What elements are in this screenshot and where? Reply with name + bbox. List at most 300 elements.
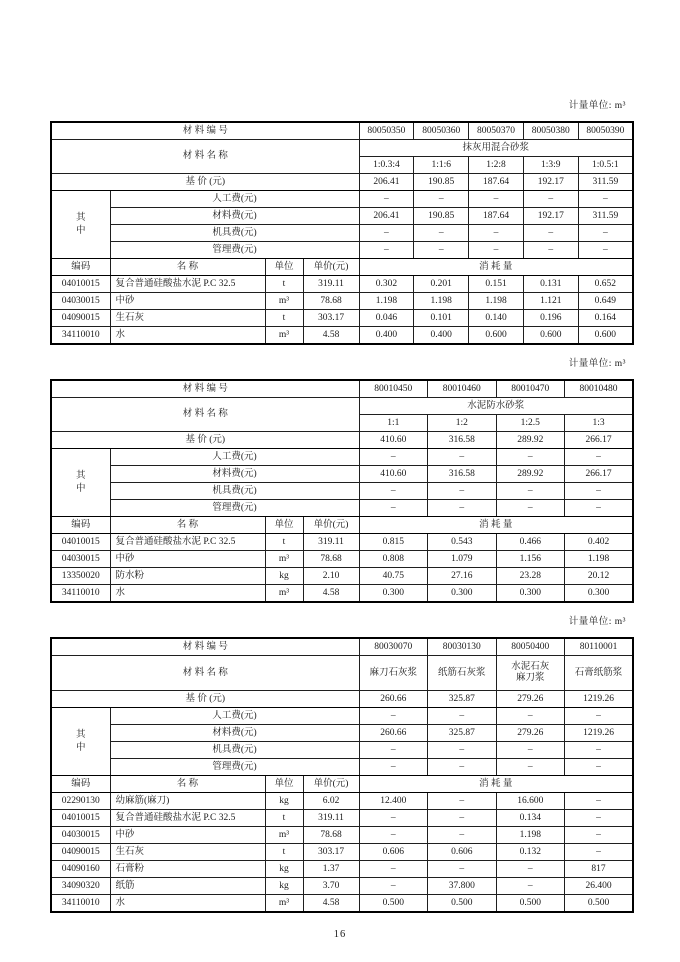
- fee-value: –: [359, 759, 428, 776]
- consumption-value: 0.046: [359, 310, 414, 327]
- material-row: [51, 810, 633, 827]
- fee-value: 187.64: [469, 208, 524, 225]
- material-name-cell: 防水粉: [110, 568, 265, 585]
- mix-ratio-value: 1:2.5: [496, 415, 565, 432]
- base-price-value: 289.92: [496, 432, 565, 449]
- material-code-value: 80030130: [428, 638, 497, 656]
- consumption-value: 16.600: [496, 793, 565, 810]
- material-code-row: [51, 380, 633, 398]
- material-row: [51, 844, 633, 861]
- material-name-cell: 中砂: [110, 551, 265, 568]
- material-name-cell: 中砂: [110, 827, 265, 844]
- fee-value: –: [359, 483, 428, 500]
- material-code-value: 80030070: [359, 638, 428, 656]
- material-price-cell: 303.17: [303, 844, 359, 861]
- material-name-cell: 复合普通硅酸盐水泥 P.C 32.5: [110, 810, 265, 827]
- base-price-value: 1219.26: [565, 691, 634, 708]
- code-header: 编码: [51, 259, 110, 276]
- material-code-value: 80110001: [565, 638, 634, 656]
- quota-table-block: [50, 358, 632, 603]
- material-code-cell: 04030015: [51, 551, 110, 568]
- fee-row: [51, 242, 633, 259]
- consumption-value: 12.400: [359, 793, 428, 810]
- material-column-name: [428, 656, 497, 691]
- material-unit-cell: t: [265, 276, 303, 293]
- fee-value: –: [523, 225, 578, 242]
- base-price-value: 190.85: [414, 174, 469, 191]
- consumption-value: 1.198: [469, 293, 524, 310]
- consumption-header: 消 耗 量: [359, 517, 633, 534]
- fee-value: 289.92: [496, 466, 565, 483]
- material-name-cell: 生石灰: [110, 844, 265, 861]
- table-body: [51, 380, 633, 602]
- material-price-cell: 78.68: [303, 293, 359, 310]
- consumption-value: 1.156: [496, 551, 565, 568]
- material-code-cell: 34110010: [51, 895, 110, 913]
- base-price-value: 410.60: [359, 432, 428, 449]
- consumption-value: 20.12: [565, 568, 634, 585]
- fee-value: –: [565, 759, 634, 776]
- consumption-value: 0.808: [359, 551, 428, 568]
- consumption-value: –: [359, 810, 428, 827]
- consumption-value: 0.101: [414, 310, 469, 327]
- material-code-cell: 04010015: [51, 534, 110, 551]
- consumption-value: –: [428, 793, 497, 810]
- material-price-cell: 2.10: [303, 568, 359, 585]
- consumption-value: –: [496, 878, 565, 895]
- among-header: [51, 191, 110, 259]
- fee-value: –: [414, 225, 469, 242]
- material-unit-cell: t: [265, 844, 303, 861]
- fee-value: 311.59: [578, 208, 633, 225]
- material-column-name: [565, 656, 634, 691]
- consumption-value: 0.600: [523, 327, 578, 345]
- fee-row: [51, 725, 633, 742]
- consumption-value: –: [359, 827, 428, 844]
- consumption-value: 0.201: [414, 276, 469, 293]
- among-header-char: 其: [75, 470, 86, 481]
- mix-ratio-value: 1:3: [565, 415, 634, 432]
- consumption-value: 1.198: [414, 293, 469, 310]
- material-name-cell: 中砂: [110, 293, 265, 310]
- consumption-value: 817: [565, 861, 634, 878]
- fee-label: 人工费(元): [110, 708, 359, 725]
- material-row: [51, 878, 633, 895]
- fee-label: 机具费(元): [110, 483, 359, 500]
- detail-header-row: [51, 259, 633, 276]
- material-code-cell: 04030015: [51, 293, 110, 310]
- material-unit-cell: kg: [265, 861, 303, 878]
- table-body: [51, 122, 633, 344]
- material-code-cell: 04010015: [51, 276, 110, 293]
- material-row: [51, 585, 633, 603]
- consumption-value: 0.300: [428, 585, 497, 603]
- materials-quota-table: [50, 379, 634, 603]
- consumption-value: 0.164: [578, 310, 633, 327]
- material-column-name: [496, 656, 565, 691]
- fee-label: 管理费(元): [110, 500, 359, 517]
- consumption-value: 0.132: [496, 844, 565, 861]
- fee-value: –: [496, 759, 565, 776]
- fee-value: 206.41: [359, 208, 414, 225]
- consumption-value: 0.500: [359, 895, 428, 913]
- material-column-name-line: 水泥石灰: [511, 662, 550, 672]
- material-price-cell: 4.58: [303, 895, 359, 913]
- material-code-cell: 34110010: [51, 585, 110, 603]
- fee-value: –: [496, 708, 565, 725]
- material-row: [51, 534, 633, 551]
- material-name-cell: 生石灰: [110, 310, 265, 327]
- fee-value: –: [496, 483, 565, 500]
- fee-value: –: [414, 242, 469, 259]
- unit-header: 单位: [265, 259, 303, 276]
- consumption-value: 0.300: [359, 585, 428, 603]
- base-price-row: [51, 174, 633, 191]
- fee-row: [51, 708, 633, 725]
- consumption-value: 1.079: [428, 551, 497, 568]
- fee-label: 材料费(元): [110, 725, 359, 742]
- material-name-cell: 复合普通硅酸盐水泥 P.C 32.5: [110, 276, 265, 293]
- detail-header-row: [51, 776, 633, 793]
- consumption-value: 0.140: [469, 310, 524, 327]
- material-name-header: 材 料 名 称: [51, 140, 359, 174]
- among-header-char: 中: [75, 742, 86, 753]
- consumption-value: 0.649: [578, 293, 633, 310]
- material-code-cell: 02290130: [51, 793, 110, 810]
- fee-label: 机具费(元): [110, 742, 359, 759]
- material-code-header: 材 料 编 号: [51, 380, 359, 398]
- mix-ratio-value: 1:1: [359, 415, 428, 432]
- fee-row: [51, 742, 633, 759]
- consumption-value: 0.652: [578, 276, 633, 293]
- fee-label: 材料费(元): [110, 466, 359, 483]
- material-code-value: 80050370: [469, 122, 524, 140]
- base-price-value: 187.64: [469, 174, 524, 191]
- consumption-value: 0.400: [359, 327, 414, 345]
- fee-value: –: [496, 449, 565, 466]
- base-price-value: 192.17: [523, 174, 578, 191]
- consumption-value: –: [565, 810, 634, 827]
- material-name-cell: 纸筋: [110, 878, 265, 895]
- material-name-cell: 复合普通硅酸盐水泥 P.C 32.5: [110, 534, 265, 551]
- material-code-cell: 04010015: [51, 810, 110, 827]
- base-price-value: 316.58: [428, 432, 497, 449]
- code-header: 编码: [51, 776, 110, 793]
- consumption-value: 0.500: [496, 895, 565, 913]
- detail-header-row: [51, 517, 633, 534]
- consumption-value: –: [496, 861, 565, 878]
- fee-value: –: [469, 242, 524, 259]
- material-group-name: 抹灰用混合砂浆: [359, 140, 633, 157]
- fee-row: [51, 225, 633, 242]
- fee-value: –: [565, 483, 634, 500]
- material-price-cell: 78.68: [303, 551, 359, 568]
- consumption-value: 0.302: [359, 276, 414, 293]
- consumption-value: 0.600: [469, 327, 524, 345]
- material-name-row: [51, 140, 633, 157]
- material-price-cell: 78.68: [303, 827, 359, 844]
- material-unit-cell: m³: [265, 895, 303, 913]
- fee-value: –: [496, 500, 565, 517]
- fee-value: 192.17: [523, 208, 578, 225]
- among-header-char: 其: [75, 729, 86, 740]
- fee-value: 325.87: [428, 725, 497, 742]
- fee-value: –: [414, 191, 469, 208]
- material-group-name: 水泥防水砂浆: [359, 398, 633, 415]
- fee-value: –: [428, 483, 497, 500]
- quota-tables-container: [0, 100, 680, 913]
- fee-row: [51, 500, 633, 517]
- base-price-value: 260.66: [359, 691, 428, 708]
- base-price-row: [51, 691, 633, 708]
- fee-value: –: [565, 500, 634, 517]
- quota-table-block: [50, 100, 632, 345]
- material-price-cell: 3.70: [303, 878, 359, 895]
- consumption-value: 0.606: [428, 844, 497, 861]
- material-unit-cell: m³: [265, 293, 303, 310]
- fee-label: 材料费(元): [110, 208, 359, 225]
- fee-value: 279.26: [496, 725, 565, 742]
- material-row: [51, 793, 633, 810]
- material-column-name-line: 石膏纸筋浆: [574, 667, 623, 678]
- base-price-row: [51, 432, 633, 449]
- among-header-char: 其: [75, 212, 86, 223]
- measure-unit-caption: 计量单位: m³: [568, 359, 626, 369]
- material-code-cell: 04090015: [51, 310, 110, 327]
- consumption-value: 0.500: [565, 895, 634, 913]
- material-code-value: 80050390: [578, 122, 633, 140]
- material-unit-cell: kg: [265, 878, 303, 895]
- fee-value: 316.58: [428, 466, 497, 483]
- unit-price-header: 单价(元): [303, 776, 359, 793]
- among-header: [51, 708, 110, 776]
- material-unit-cell: m³: [265, 551, 303, 568]
- fee-value: –: [469, 191, 524, 208]
- material-column-name-line: 纸筋石灰浆: [438, 667, 486, 678]
- mix-ratio-value: 1:0.3:4: [359, 157, 414, 174]
- material-name-cell: 水: [110, 895, 265, 913]
- fee-value: –: [428, 500, 497, 517]
- material-code-value: 80010460: [428, 380, 497, 398]
- material-unit-cell: kg: [265, 793, 303, 810]
- material-unit-cell: kg: [265, 568, 303, 585]
- consumption-value: 37.800: [428, 878, 497, 895]
- fee-value: –: [359, 242, 414, 259]
- measure-unit-caption: 计量单位: m³: [568, 101, 626, 111]
- material-code-value: 80010470: [496, 380, 565, 398]
- among-header: [51, 449, 110, 517]
- consumption-value: 1.198: [359, 293, 414, 310]
- fee-value: –: [359, 225, 414, 242]
- fee-value: –: [565, 742, 634, 759]
- material-row: [51, 551, 633, 568]
- quota-table-block: [50, 616, 632, 913]
- fee-value: –: [578, 242, 633, 259]
- fee-value: –: [469, 225, 524, 242]
- mix-ratio-value: 1:2:8: [469, 157, 524, 174]
- consumption-value: 0.402: [565, 534, 634, 551]
- fee-value: –: [523, 242, 578, 259]
- consumption-value: –: [428, 810, 497, 827]
- material-code-cell: 34110010: [51, 327, 110, 345]
- material-code-value: 80050360: [414, 122, 469, 140]
- consumption-value: 1.198: [496, 827, 565, 844]
- material-code-value: 80010480: [565, 380, 634, 398]
- mix-ratio-value: 1:0.5:1: [578, 157, 633, 174]
- table-body: [51, 638, 633, 912]
- fee-row: [51, 191, 633, 208]
- fee-value: 266.17: [565, 466, 634, 483]
- fee-value: 1219.26: [565, 725, 634, 742]
- consumption-value: 0.196: [523, 310, 578, 327]
- consumption-value: –: [359, 878, 428, 895]
- name-header: 名 称: [110, 259, 265, 276]
- fee-value: –: [565, 449, 634, 466]
- material-price-cell: 319.11: [303, 276, 359, 293]
- material-code-row: [51, 638, 633, 656]
- consumption-value: 0.131: [523, 276, 578, 293]
- material-column-name-line: 麻刀浆: [516, 673, 545, 683]
- base-price-value: 279.26: [496, 691, 565, 708]
- material-column-name: [359, 656, 428, 691]
- consumption-value: 0.500: [428, 895, 497, 913]
- fee-row: [51, 759, 633, 776]
- material-name-cell: 水: [110, 327, 265, 345]
- consumption-value: 1.198: [565, 551, 634, 568]
- fee-value: –: [578, 225, 633, 242]
- consumption-value: 0.151: [469, 276, 524, 293]
- material-name-header: 材 料 名 称: [51, 656, 359, 691]
- base-price-header: 基 价 (元): [51, 432, 359, 449]
- material-price-cell: 6.02: [303, 793, 359, 810]
- consumption-value: 0.400: [414, 327, 469, 345]
- fee-value: 190.85: [414, 208, 469, 225]
- material-unit-cell: t: [265, 810, 303, 827]
- fee-value: –: [359, 191, 414, 208]
- among-header-char: 中: [75, 225, 86, 236]
- unit-price-header: 单价(元): [303, 259, 359, 276]
- measure-unit-caption: 计量单位: m³: [568, 617, 626, 627]
- consumption-value: 27.16: [428, 568, 497, 585]
- material-row: [51, 895, 633, 913]
- fee-row: [51, 449, 633, 466]
- material-code-cell: 04090015: [51, 844, 110, 861]
- material-code-value: 80050380: [523, 122, 578, 140]
- base-price-value: 311.59: [578, 174, 633, 191]
- material-name-cell: 水: [110, 585, 265, 603]
- material-price-cell: 1.37: [303, 861, 359, 878]
- consumption-value: –: [565, 793, 634, 810]
- fee-value: –: [428, 708, 497, 725]
- material-row: [51, 568, 633, 585]
- fee-label: 人工费(元): [110, 449, 359, 466]
- material-unit-cell: m³: [265, 327, 303, 345]
- material-unit-cell: m³: [265, 827, 303, 844]
- material-name-row: [51, 656, 633, 691]
- base-price-header: 基 价 (元): [51, 691, 359, 708]
- base-price-header: 基 价 (元): [51, 174, 359, 191]
- material-name-row: [51, 398, 633, 415]
- fee-value: –: [496, 742, 565, 759]
- consumption-header: 消 耗 量: [359, 776, 633, 793]
- material-code-cell: 13350020: [51, 568, 110, 585]
- fee-value: –: [523, 191, 578, 208]
- material-price-cell: 4.58: [303, 585, 359, 603]
- mix-ratio-value: 1:3:9: [523, 157, 578, 174]
- among-header-char: 中: [75, 483, 86, 494]
- material-price-cell: 319.11: [303, 534, 359, 551]
- mix-ratio-value: 1:2: [428, 415, 497, 432]
- fee-value: –: [359, 449, 428, 466]
- fee-label: 管理费(元): [110, 242, 359, 259]
- fee-value: –: [359, 500, 428, 517]
- material-row: [51, 327, 633, 345]
- fee-value: –: [428, 759, 497, 776]
- material-price-cell: 4.58: [303, 327, 359, 345]
- fee-label: 管理费(元): [110, 759, 359, 776]
- material-code-header: 材 料 编 号: [51, 638, 359, 656]
- material-name-cell: 幼麻筋(麻刀): [110, 793, 265, 810]
- material-price-cell: 319.11: [303, 810, 359, 827]
- consumption-value: 0.543: [428, 534, 497, 551]
- base-price-value: 266.17: [565, 432, 634, 449]
- fee-label: 人工费(元): [110, 191, 359, 208]
- fee-value: –: [565, 708, 634, 725]
- material-row: [51, 861, 633, 878]
- page-number: 16: [333, 929, 347, 940]
- material-name-header: 材 料 名 称: [51, 398, 359, 432]
- consumption-value: –: [428, 861, 497, 878]
- consumption-value: 0.600: [578, 327, 633, 345]
- consumption-value: 0.300: [565, 585, 634, 603]
- fee-row: [51, 466, 633, 483]
- name-header: 名 称: [110, 517, 265, 534]
- unit-price-header: 单价(元): [303, 517, 359, 534]
- consumption-value: 23.28: [496, 568, 565, 585]
- material-code-cell: 04090160: [51, 861, 110, 878]
- material-price-cell: 303.17: [303, 310, 359, 327]
- fee-value: 260.66: [359, 725, 428, 742]
- base-price-value: 325.87: [428, 691, 497, 708]
- code-header: 编码: [51, 517, 110, 534]
- fee-row: [51, 483, 633, 500]
- consumption-value: 0.466: [496, 534, 565, 551]
- consumption-value: –: [565, 844, 634, 861]
- consumption-header: 消 耗 量: [359, 259, 633, 276]
- consumption-value: 0.815: [359, 534, 428, 551]
- fee-value: –: [428, 742, 497, 759]
- fee-value: 410.60: [359, 466, 428, 483]
- unit-header: 单位: [265, 517, 303, 534]
- mix-ratio-value: 1:1:6: [414, 157, 469, 174]
- fee-value: –: [428, 449, 497, 466]
- material-code-cell: 04030015: [51, 827, 110, 844]
- consumption-value: –: [428, 827, 497, 844]
- material-code-row: [51, 122, 633, 140]
- consumption-value: 1.121: [523, 293, 578, 310]
- material-row: [51, 827, 633, 844]
- material-unit-cell: t: [265, 310, 303, 327]
- material-code-value: 80010450: [359, 380, 428, 398]
- fee-label: 机具费(元): [110, 225, 359, 242]
- consumption-value: 0.606: [359, 844, 428, 861]
- materials-quota-table: [50, 121, 634, 345]
- consumption-value: 26.400: [565, 878, 634, 895]
- material-column-name-line: 麻刀石灰浆: [369, 667, 418, 678]
- base-price-value: 206.41: [359, 174, 414, 191]
- name-header: 名 称: [110, 776, 265, 793]
- fee-value: –: [359, 708, 428, 725]
